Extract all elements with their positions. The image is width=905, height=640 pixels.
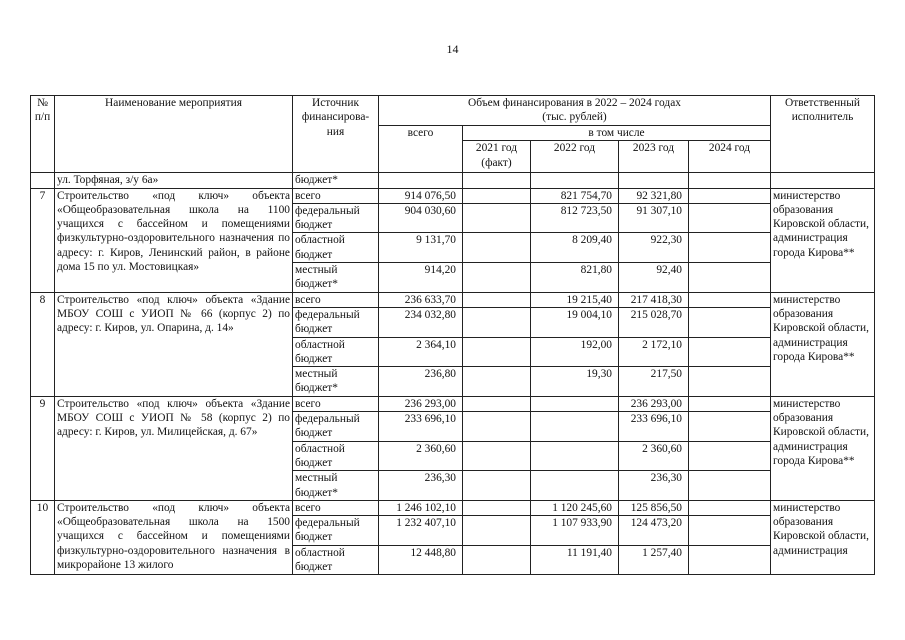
amount-total: 914,20 <box>379 263 463 293</box>
amount-2023: 233 696,10 <box>619 412 689 442</box>
project-name: Строительство «под ключ» объекта «Общеобразовательная школа на 1500 учащихся с бассейном и помещениями физкультурно-оздоровительного назначения в микрорайоне 13 жилого <box>55 500 293 574</box>
project-name: Строительство «под ключ» объекта «Общеобразовательная школа на 1100 учащихся с бассейном и помещениями физкультурно-оздоровительного назначения по адресу: г. Киров, Ленинский район, в районе дома 15 по ул. Мостовицкая» <box>55 188 293 292</box>
amount-2024 <box>689 471 771 501</box>
amount-2023: 2 172,10 <box>619 337 689 367</box>
amount-2021 <box>463 292 531 307</box>
amount-2024 <box>689 203 771 233</box>
carry-source: бюджет* <box>293 173 379 188</box>
carry-row <box>31 173 875 188</box>
amount-2022: 8 209,40 <box>531 233 619 263</box>
project-responsible: министерство образования Кировской области, администрация города Кирова** <box>771 396 875 500</box>
carry-num <box>31 173 55 188</box>
funding-source: федеральный бюджет <box>293 516 379 546</box>
amount-2022: 19 215,40 <box>531 292 619 307</box>
amount-2021 <box>463 263 531 293</box>
amount-2023: 236,30 <box>619 471 689 501</box>
amount-total: 2 364,10 <box>379 337 463 367</box>
funding-source: всего <box>293 500 379 515</box>
header-source: Источник финансирова- ния <box>293 96 379 173</box>
amount-2023: 92,40 <box>619 263 689 293</box>
project-num: 7 <box>31 188 55 292</box>
funding-source: всего <box>293 188 379 203</box>
amount-2023: 125 856,50 <box>619 500 689 515</box>
amount-2024 <box>689 292 771 307</box>
amount-2021 <box>463 471 531 501</box>
amount-2022 <box>531 396 619 411</box>
amount-2021 <box>463 516 531 546</box>
funding-source: областной бюджет <box>293 545 379 575</box>
amount-2021 <box>463 545 531 575</box>
amount-2024 <box>689 188 771 203</box>
amount-2021 <box>463 367 531 397</box>
header-including: в том числе <box>463 126 771 141</box>
project-name: Строительство «под ключ» объекта «Здание МБОУ СОШ с УИОП № 66 (корпус 2) по адресу: г. Киров, ул. Опарина, д. 14» <box>55 292 293 396</box>
amount-2023: 2 360,60 <box>619 441 689 471</box>
amount-total: 1 246 102,10 <box>379 500 463 515</box>
amount-2021 <box>463 337 531 367</box>
amount-2022: 821,80 <box>531 263 619 293</box>
amount-2022: 821 754,70 <box>531 188 619 203</box>
amount-total: 9 131,70 <box>379 233 463 263</box>
amount-total: 904 030,60 <box>379 203 463 233</box>
amount-2022: 1 120 245,60 <box>531 500 619 515</box>
amount-2022: 19,30 <box>531 367 619 397</box>
amount-2024 <box>689 337 771 367</box>
amount-total: 236 633,70 <box>379 292 463 307</box>
amount-2023: 217,50 <box>619 367 689 397</box>
table-row <box>31 292 875 307</box>
amount-2023: 217 418,30 <box>619 292 689 307</box>
funding-source: местный бюджет* <box>293 263 379 293</box>
amount-2021 <box>463 233 531 263</box>
amount-2024 <box>689 396 771 411</box>
funding-source: федеральный бюджет <box>293 203 379 233</box>
amount-2023: 922,30 <box>619 233 689 263</box>
funding-source: областной бюджет <box>293 337 379 367</box>
header-total: всего <box>379 126 463 173</box>
funding-source: федеральный бюджет <box>293 412 379 442</box>
financing-table <box>30 95 875 575</box>
amount-total: 236,30 <box>379 471 463 501</box>
amount-total: 236,80 <box>379 367 463 397</box>
table-row <box>31 500 875 515</box>
project-responsible: министерство образования Кировской области, администрация города Кирова** <box>771 188 875 292</box>
amount-2023: 236 293,00 <box>619 396 689 411</box>
amount-2022: 11 191,40 <box>531 545 619 575</box>
amount-2024 <box>689 233 771 263</box>
funding-source: областной бюджет <box>293 233 379 263</box>
page-number: 14 <box>446 42 459 56</box>
funding-source: федеральный бюджет <box>293 307 379 337</box>
amount-2022 <box>531 441 619 471</box>
amount-total: 914 076,50 <box>379 188 463 203</box>
header-2023: 2023 год <box>619 141 689 173</box>
funding-source: местный бюджет* <box>293 471 379 501</box>
amount-2022: 192,00 <box>531 337 619 367</box>
amount-total: 236 293,00 <box>379 396 463 411</box>
table-row <box>31 188 875 203</box>
header-2024: 2024 год <box>689 141 771 173</box>
amount-2023: 1 257,40 <box>619 545 689 575</box>
amount-2023: 92 321,80 <box>619 188 689 203</box>
funding-source: областной бюджет <box>293 441 379 471</box>
amount-2022: 19 004,10 <box>531 307 619 337</box>
amount-2022: 1 107 933,90 <box>531 516 619 546</box>
project-num: 10 <box>31 500 55 574</box>
amount-2021 <box>463 188 531 203</box>
amount-2023: 215 028,70 <box>619 307 689 337</box>
amount-2022 <box>531 471 619 501</box>
header-volume: Объем финансирования в 2022 – 2024 годах (тыс. рублей) <box>379 96 771 126</box>
amount-total: 1 232 407,10 <box>379 516 463 546</box>
project-num: 8 <box>31 292 55 396</box>
amount-2021 <box>463 307 531 337</box>
project-name: Строительство «под ключ» объекта «Здание МБОУ СОШ с УИОП № 58 (корпус 2) по адресу: г. Киров, ул. Милицейская, д. 67» <box>55 396 293 500</box>
amount-total: 12 448,80 <box>379 545 463 575</box>
project-responsible: министерство образования Кировской области, администрация <box>771 500 875 574</box>
amount-2022 <box>531 412 619 442</box>
funding-source: всего <box>293 292 379 307</box>
amount-2023: 124 473,20 <box>619 516 689 546</box>
amount-2024 <box>689 367 771 397</box>
funding-source: всего <box>293 396 379 411</box>
amount-2024 <box>689 307 771 337</box>
amount-2024 <box>689 545 771 575</box>
amount-2024 <box>689 516 771 546</box>
table-row <box>31 396 875 411</box>
amount-2024 <box>689 412 771 442</box>
amount-2021 <box>463 441 531 471</box>
header-2021: 2021 год (факт) <box>463 141 531 173</box>
amount-2024 <box>689 500 771 515</box>
amount-2024 <box>689 263 771 293</box>
header-num: № п/п <box>31 96 55 173</box>
header-2022: 2022 год <box>531 141 619 173</box>
funding-source: местный бюджет* <box>293 367 379 397</box>
amount-2021 <box>463 412 531 442</box>
amount-total: 2 360,60 <box>379 441 463 471</box>
header-name: Наименование мероприятия <box>55 96 293 173</box>
amount-2023: 91 307,10 <box>619 203 689 233</box>
amount-2021 <box>463 396 531 411</box>
header-responsible: Ответственный исполнитель <box>771 96 875 173</box>
amount-2022: 812 723,50 <box>531 203 619 233</box>
carry-name: ул. Торфяная, з/у 6а» <box>55 173 293 188</box>
amount-2024 <box>689 441 771 471</box>
project-num: 9 <box>31 396 55 500</box>
amount-total: 234 032,80 <box>379 307 463 337</box>
amount-2021 <box>463 203 531 233</box>
amount-total: 233 696,10 <box>379 412 463 442</box>
project-responsible: министерство образования Кировской области, администрация города Кирова** <box>771 292 875 396</box>
amount-2021 <box>463 500 531 515</box>
